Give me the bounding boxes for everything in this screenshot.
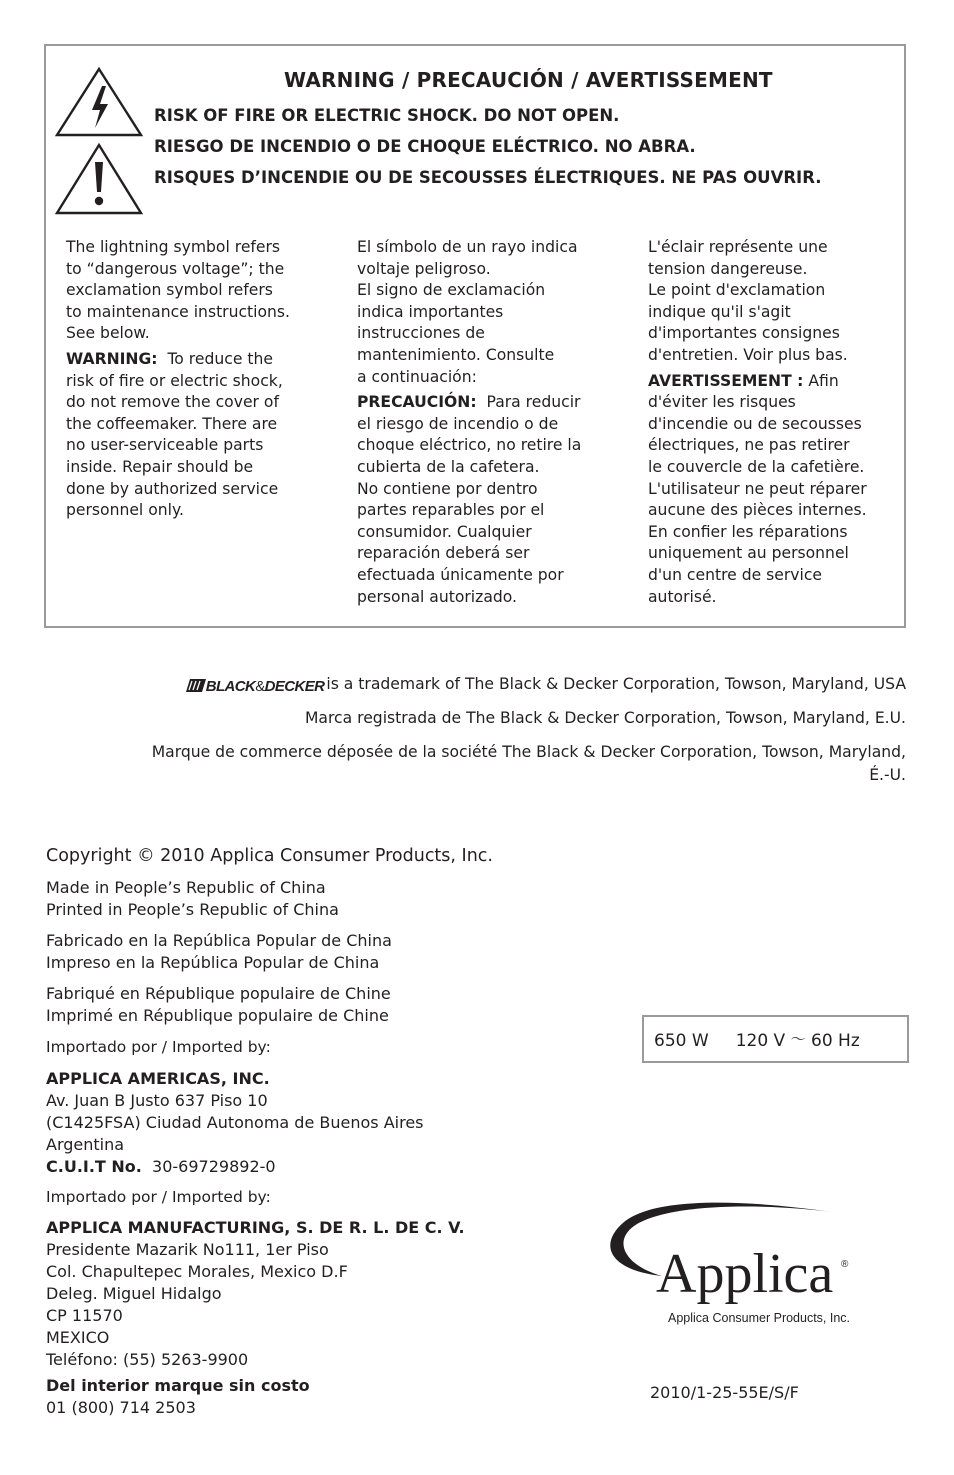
toll-free (46, 1375, 310, 1419)
risk-line-fr: RISQUES D’INCENDIE OU DE SECOUSSES ÉLECTRIQUES. NE PAS OUVRIR. (154, 168, 822, 187)
applica-wordmark: Applica (656, 1243, 834, 1305)
column-es-warning: PRECAUCIÓN: Para reducir el riesgo de incendio o de choque eléctrico, no retire la cubierta de la cafetera. No contiene por dentro partes reparables por el consumidor. Cualquier reparación deberá ser efectuada únicamente por personal autorizado. (357, 393, 582, 606)
importer-name: APPLICA MANUFACTURING, S. DE R. L. DE C. V. (46, 1218, 465, 1237)
lightning-triangle-icon (54, 66, 144, 138)
importer-heading-mx: Importado por / Imported by: (46, 1188, 271, 1206)
precaucion-label: PRECAUCIÓN: (357, 393, 477, 412)
applica-tagline: Applica Consumer Products, Inc. (668, 1311, 851, 1325)
hexagon-logo-icon (186, 679, 206, 692)
origin-english: Made in People’s Republic of China Printed in People’s Republic of China (46, 878, 339, 919)
column-en-intro: The lightning symbol refers to “dangerous voltage”; the exclamation symbol refers to maintenance instructions. See below. (66, 238, 291, 343)
column-es-intro: El símbolo de un rayo indica voltaje peligroso. El signo de exclamación indica importantes instrucciones de mantenimiento. Consulte a continuación: (357, 238, 578, 386)
column-french (648, 237, 896, 612)
importer-mexico: APPLICA MANUFACTURING, S. DE R. L. DE C. V. Presidente Mazarik No111, 1er Piso Col. Chapultepec Morales, Mexico D.F Deleg. Miguel Hidalgo CP 11570 MEXICO Teléfono: (55) 5263-9900 (46, 1218, 465, 1369)
electrical-rating-box (642, 1015, 909, 1063)
importer-name: APPLICA AMERICAS, INC. (46, 1069, 270, 1088)
applica-swoosh-icon (600, 1200, 900, 1330)
avertissement-label: AVERTISSEMENT : (648, 371, 804, 390)
black-and-decker-logo: BLACK&DECKER (186, 678, 325, 695)
trademark-es: Marca registrada de The Black & Decker Corporation, Towson, Maryland, E.U. (304, 709, 906, 727)
origin-spanish: Fabricado en la República Popular de China Impreso en la República Popular de China (46, 931, 392, 972)
column-fr-warning: AVERTISSEMENT : Afin d'éviter les risques d'incendie ou de secousses électriques, ne pas retirer le couvercle de la cafetière. L'utilisateur ne peut réparer aucune des pièces internes. En confier les réparations uniquement au personnel d'un centre de service autorisé. (648, 371, 867, 606)
warning-label: WARNING: (66, 349, 158, 368)
ac-wave-icon: ～ (790, 1030, 806, 1048)
warning-title: WARNING / PRECAUCIÓN / AVERTISSEMENT (284, 68, 773, 92)
rating-watts: 650 W (654, 1031, 709, 1051)
registered-mark: ® (841, 1259, 849, 1270)
trademark-en: BLACK&DECKER is a trademark of The Black & Decker Corporation, Towson, Maryland, USA (186, 675, 906, 695)
cuit-value: 30-69729892-0 (152, 1157, 276, 1176)
column-spanish (357, 237, 605, 612)
cuit-label: C.U.I.T No. (46, 1157, 142, 1176)
risk-line-en: RISK OF FIRE OR ELECTRIC SHOCK. DO NOT OPEN. (154, 106, 620, 125)
document-code: 2010/1-25-55E/S/F (650, 1383, 799, 1402)
trademark-fr-line1: Marque de commerce déposée de la société The Black & Decker Corporation, Towson, Maryland, (151, 743, 906, 761)
warning-box (44, 44, 906, 628)
applica-logo (600, 1200, 900, 1330)
column-fr-intro: L'éclair représente une tension dangereuse. Le point d'exclamation indique qu'il s'agit d'importantes consignes d'entretien. Voir plus bas. (648, 238, 848, 364)
copyright: Copyright © 2010 Applica Consumer Products, Inc. (46, 846, 493, 866)
column-en-warning: WARNING: To reduce the risk of fire or electric shock, do not remove the cover of the coffeemaker. There are no user-serviceable parts inside. Repair should be done by authorized service personnel only. (66, 349, 283, 520)
risk-line-es: RIESGO DE INCENDIO O DE CHOQUE ELÉCTRICO. NO ABRA. (154, 137, 696, 156)
rating-volts: 120 V (735, 1031, 786, 1051)
importer-heading-ar: Importado por / Imported by: (46, 1038, 271, 1056)
exclamation-triangle-icon (54, 142, 144, 216)
origin-french: Fabriqué en République populaire de Chine Imprimé en République populaire de Chine (46, 984, 391, 1025)
trademark-fr-line2: É.-U. (869, 766, 906, 784)
importer-argentina: APPLICA AMERICAS, INC. Av. Juan B Justo 637 Piso 10 (C1425FSA) Ciudad Autonoma de Buenos Aires Argentina C.U.I.T No. 30-69729892-0 (46, 1069, 424, 1176)
rating-hz: 60 Hz (811, 1031, 860, 1051)
toll-free-number: 01 (800) 714 2503 (46, 1398, 196, 1417)
toll-free-label: Del interior marque sin costo (46, 1376, 310, 1395)
column-english (66, 237, 314, 526)
